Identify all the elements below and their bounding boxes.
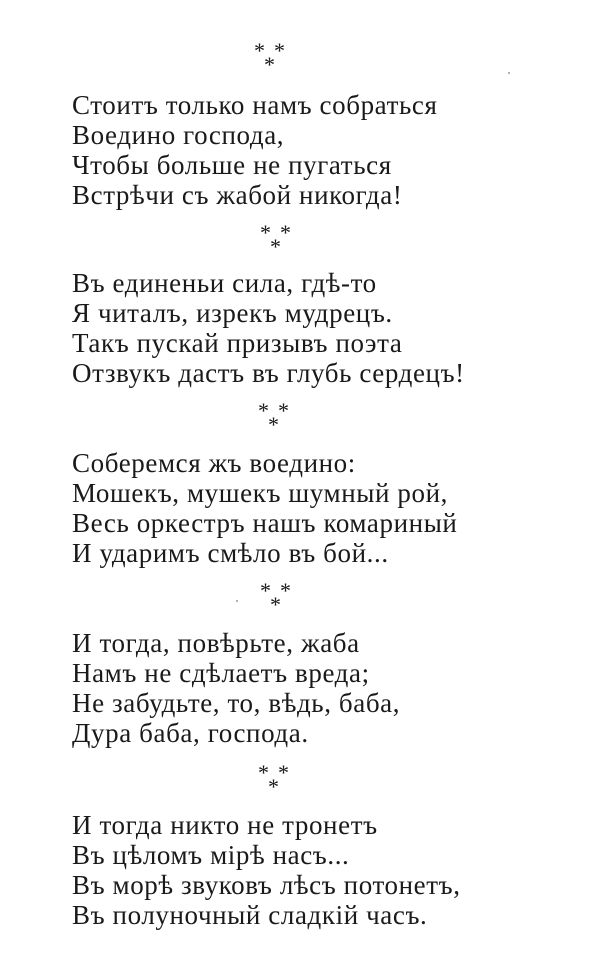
asterisk-mark: * xyxy=(268,774,279,799)
asterisk-mark: * xyxy=(270,592,281,617)
verse-line: Въ морѣ звуковъ лѣсъ потонетъ, xyxy=(72,870,461,900)
verse-line: Не забудьте, то, вѣдь, баба, xyxy=(72,688,401,718)
asterism-separator xyxy=(256,400,296,436)
asterism-separator xyxy=(258,222,298,258)
asterisk-mark: * xyxy=(268,412,279,437)
verse-line: И тогда никто не тронетъ xyxy=(72,810,378,840)
asterism-separator xyxy=(256,762,296,798)
stanza xyxy=(72,628,582,748)
verse-line: Встрѣчи съ жабой никогда! xyxy=(72,180,403,210)
scan-speck xyxy=(236,600,238,602)
scan-speck xyxy=(508,72,510,74)
verse-line: Въ цѣломъ мірѣ насъ... xyxy=(72,840,350,870)
asterism-separator xyxy=(252,40,292,76)
verse-line: Воедино господа, xyxy=(72,120,285,150)
asterisk-mark: * xyxy=(278,398,289,423)
verse-line: Дура баба, господа. xyxy=(72,718,309,748)
asterisk-mark: * xyxy=(280,578,291,603)
asterisk-mark: * xyxy=(280,220,291,245)
asterisk-mark: * xyxy=(270,234,281,259)
verse-line: Намъ не сдѣлаетъ вреда; xyxy=(72,658,370,688)
stanza xyxy=(72,448,582,568)
verse-line: Стоитъ только намъ собраться xyxy=(72,90,438,120)
verse-line: Такъ пускай призывъ поэта xyxy=(72,328,403,358)
asterisk-mark: * xyxy=(258,760,269,785)
stanza xyxy=(72,90,582,210)
stanza xyxy=(72,268,582,388)
verse-line: Въ единеньи сила, гдѣ-то xyxy=(72,268,377,298)
asterisk-mark: * xyxy=(258,398,269,423)
asterisk-mark: * xyxy=(260,220,271,245)
asterisk-mark: * xyxy=(254,38,265,63)
asterisk-mark: * xyxy=(278,760,289,785)
asterism-separator xyxy=(258,580,298,616)
verse-line: Весь оркестръ нашъ комариный xyxy=(72,508,458,538)
asterisk-mark: * xyxy=(274,38,285,63)
verse-line: Въ полуночный сладкій часъ. xyxy=(72,900,428,930)
verse-line: Чтобы больше не пугаться xyxy=(72,150,392,180)
verse-line: И тогда, повѣрьте, жаба xyxy=(72,628,360,658)
asterisk-mark: * xyxy=(264,52,275,77)
verse-line: Соберемся жъ воедино: xyxy=(72,448,356,478)
verse-line: Я читалъ, изрекъ мудрецъ. xyxy=(72,298,393,328)
verse-line: Отзвукъ дастъ въ глубь сердецъ! xyxy=(72,358,465,388)
stanza xyxy=(72,810,582,930)
asterisk-mark: * xyxy=(260,578,271,603)
verse-line: И ударимъ смѣло въ бой... xyxy=(72,538,389,568)
verse-line: Мошекъ, мушекъ шумный рой, xyxy=(72,478,448,508)
